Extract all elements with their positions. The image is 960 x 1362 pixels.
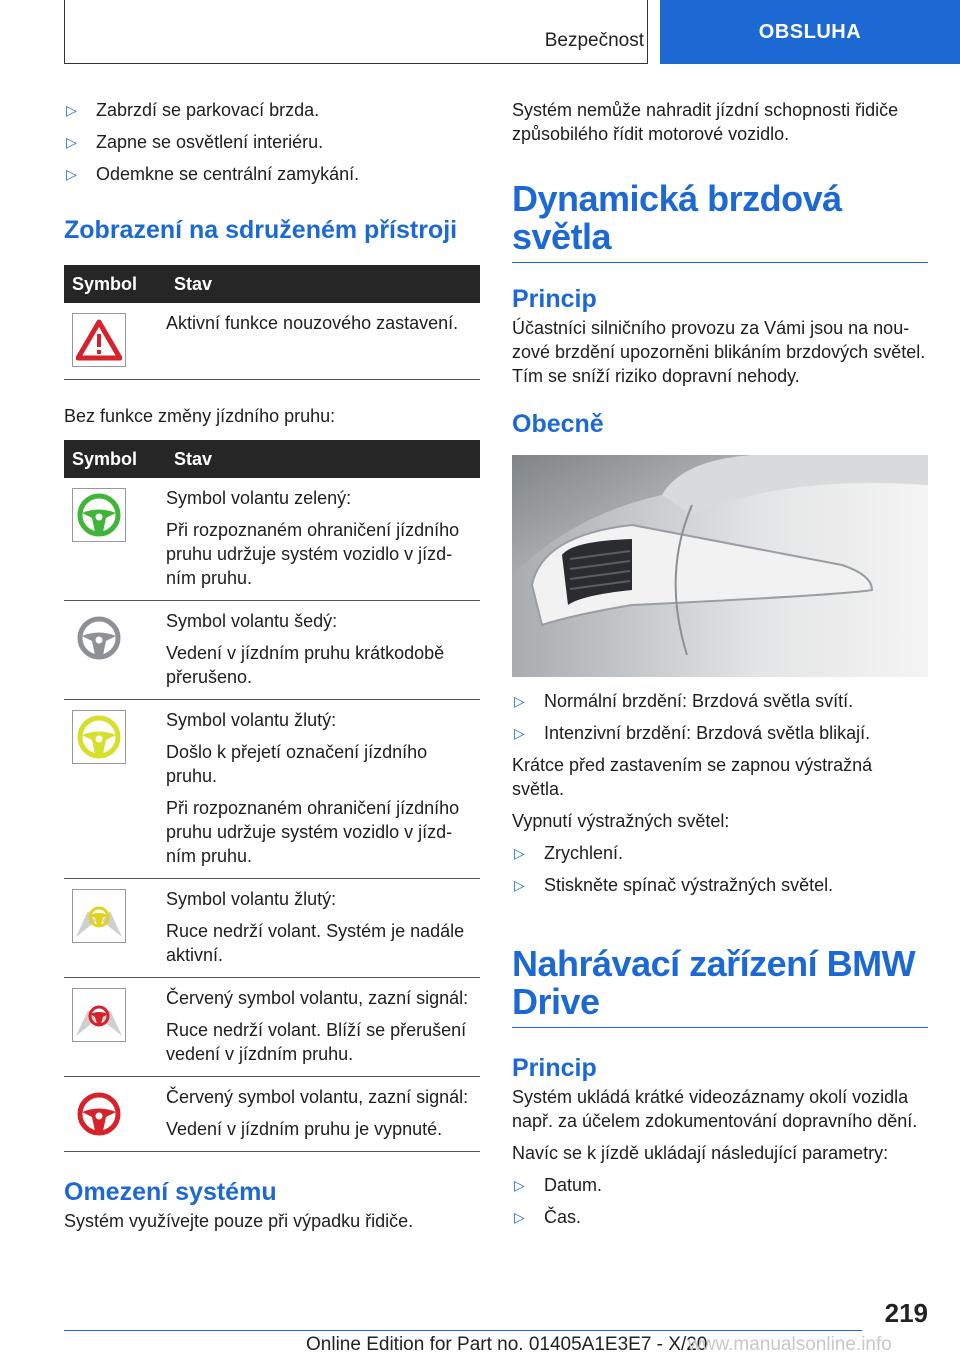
bullet-triangle-icon: ▷ xyxy=(514,693,525,709)
column-header-symbol: Symbol xyxy=(64,440,166,478)
list-item: ▷ Intenzivní brzdění: Brzdová světla blikají. xyxy=(514,723,871,743)
state-text: Symbol volantu žlutý: xyxy=(166,889,337,909)
list-item: ▷ Datum. xyxy=(514,1175,603,1195)
bullet-triangle-icon: ▷ xyxy=(66,134,77,150)
footer-divider xyxy=(64,1330,862,1331)
section-heading-display: Zobrazení na sdruženém přístroji xyxy=(64,216,458,244)
bullet-triangle-icon: ▷ xyxy=(514,1177,525,1193)
paragraph: Vypnutí výstražných světel: xyxy=(512,811,730,831)
subheading-principle: Princip xyxy=(512,1054,597,1082)
section-heading-limits: Omezení systému xyxy=(64,1178,277,1206)
symbol-table-emergency xyxy=(64,265,480,380)
state-text: Červený symbol volantu, zazní signál: xyxy=(166,1087,469,1107)
column-header-state: Stav xyxy=(166,440,480,478)
steering-wheel-hands-red-icon xyxy=(72,988,126,1042)
steering-wheel-green-icon xyxy=(72,488,126,542)
paragraph: Systém využívejte pouze při výpadku řidiče. xyxy=(64,1211,414,1231)
steering-wheel-hands-yellow-icon xyxy=(72,889,126,943)
list-item: ▷ Normální brzdění: Brzdová světla svítí. xyxy=(514,691,854,711)
state-text: Při rozpoznaném ohraničení jízdního pruhu udržuje systém vozidlo v jízdním pruhu. xyxy=(166,798,460,866)
steering-wheel-grey-icon xyxy=(72,611,126,665)
steering-wheel-yellow-icon xyxy=(72,710,126,764)
footer-edition: Online Edition for Part no. 01405A1E3E7 - X/20 xyxy=(306,1334,708,1355)
bullet-triangle-icon: ▷ xyxy=(66,166,77,182)
list-item: ▷ Odemkne se centrální zamykání. xyxy=(66,164,360,184)
steering-wheel-red-icon xyxy=(72,1087,126,1141)
bullet-triangle-icon: ▷ xyxy=(66,102,77,118)
table-row xyxy=(64,879,480,978)
state-text: Ruce nedrží volant. Systém je nadále aktivní. xyxy=(166,921,465,965)
paragraph: Bez funkce změny jízdního pruhu: xyxy=(64,406,336,426)
column-header-state: Stav xyxy=(166,265,480,303)
state-text: Symbol volantu šedý: xyxy=(166,611,338,631)
state-text: Ruce nedrží volant. Blíží se přerušení vedení v jízdním pruhu. xyxy=(166,1020,467,1064)
paragraph: Účastníci silničního provozu za Vámi jsou na nouzové brzdění upozorněni blikáním brzdových světel. Tím se sníží riziko dopravní nehody. xyxy=(512,318,926,386)
symbol-table-lane xyxy=(64,440,480,1152)
state-text: Došlo k přejetí označení jízdního pruhu. xyxy=(166,742,428,786)
right-column xyxy=(512,98,928,1237)
state-text: Symbol volantu zelený: xyxy=(166,488,352,508)
list-item: ▷ Zrychlení. xyxy=(514,843,624,863)
table-row xyxy=(64,700,480,879)
brake-light-photo xyxy=(512,455,928,677)
warning-triangle-icon xyxy=(72,313,126,367)
state-text: Červený symbol volantu, zazní signál: xyxy=(166,988,469,1008)
left-column xyxy=(64,98,480,1241)
paragraph: Navíc se k jízdě ukládají následující parametry: xyxy=(512,1143,889,1163)
bullet-triangle-icon: ▷ xyxy=(514,877,525,893)
state-text: Vedení v jízdním pruhu krátkodobě přerušeno. xyxy=(166,643,445,687)
list-item: ▷ Stiskněte spínač výstražných světel. xyxy=(514,875,834,895)
state-text: Aktivní funkce nouzového zastavení. xyxy=(166,313,459,333)
paragraph: Krátce před zastavením se zapnou výstražná světla. xyxy=(512,755,873,799)
state-text: Symbol volantu žlutý: xyxy=(166,710,337,730)
state-text: Vedení v jízdním pruhu je vypnuté. xyxy=(166,1119,443,1139)
subheading-principle: Princip xyxy=(512,285,597,313)
header-tab-obsluha[interactable]: OBSLUHA xyxy=(660,0,960,64)
chapter-heading-brake-lights: Dynamická brzdová světla xyxy=(512,180,928,263)
bullet-triangle-icon: ▷ xyxy=(514,725,525,741)
list-item: ▷ Zabrzdí se parkovací brzda. xyxy=(66,100,320,120)
bullet-triangle-icon: ▷ xyxy=(514,845,525,861)
list-item: ▷ Čas. xyxy=(514,1207,582,1227)
table-row xyxy=(64,1077,480,1152)
chapter-heading-bmw-drive-recorder: Nahrávací zařízení BMW Drive xyxy=(512,945,928,1028)
table-row xyxy=(64,303,480,380)
table-row xyxy=(64,478,480,601)
watermark: www.manualsonline.info xyxy=(688,1334,892,1355)
list-item: ▷ Zapne se osvětlení interiéru. xyxy=(66,132,324,152)
page-number: 219 xyxy=(884,1298,928,1328)
table-row xyxy=(64,978,480,1077)
paragraph: Systém ukládá krátké videozáznamy okolí vozidla např. za účelem zdokumentování dopravního dění. xyxy=(512,1087,918,1131)
column-header-symbol: Symbol xyxy=(64,265,166,303)
bullet-triangle-icon: ▷ xyxy=(514,1209,525,1225)
header-section-title: Bezpečnost xyxy=(544,30,644,51)
state-text: Při rozpoznaném ohraničení jízdního pruhu udržuje systém vozidlo v jízdním pruhu. xyxy=(166,520,460,588)
paragraph: Systém nemůže nahradit jízdní schopnosti řidiče způsobilého řídit motorové vozidlo. xyxy=(512,100,899,144)
table-row xyxy=(64,601,480,700)
subheading-general: Obecně xyxy=(512,410,604,438)
